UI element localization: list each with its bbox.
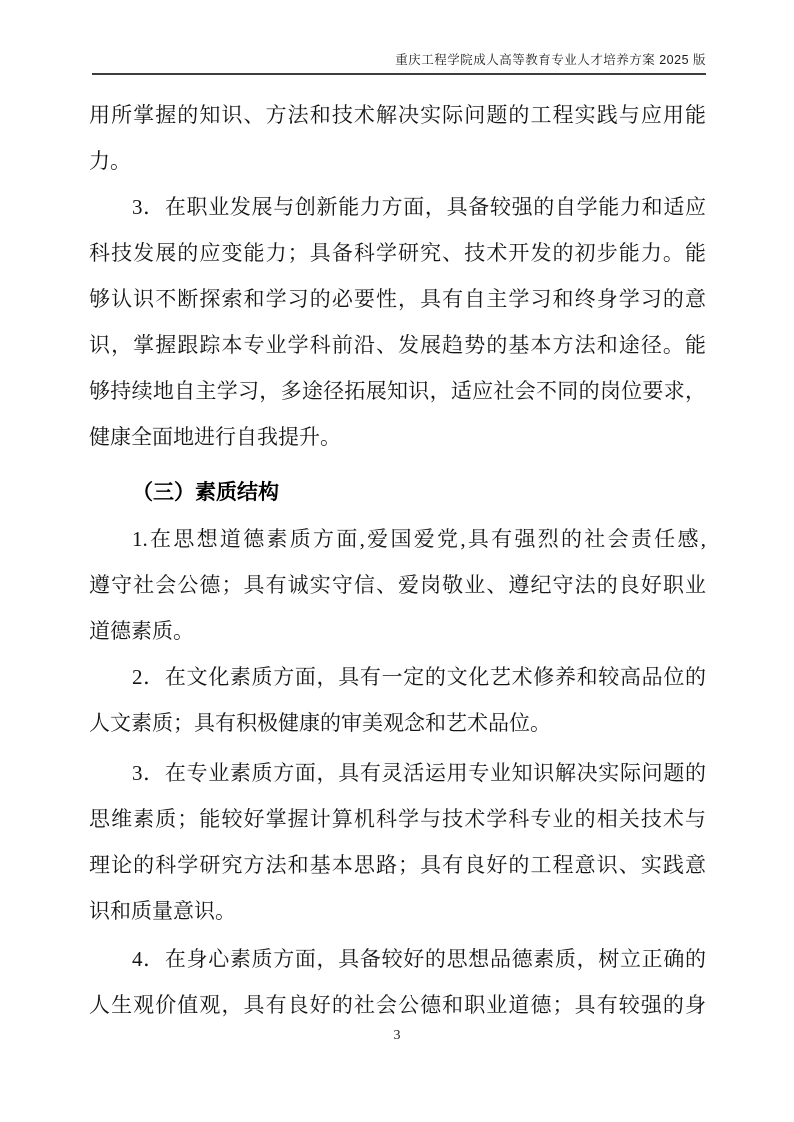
text-line: 科技发展的应变能力；具备科学研究、技术开发的初步能力。能 xyxy=(89,241,706,265)
page-number: 3 xyxy=(393,1028,401,1043)
para-continuation xyxy=(89,92,706,184)
text-line: 识，掌握跟踪本专业学科前沿、发展趋势的基本方法和途径。能 xyxy=(89,333,706,357)
text-line: 识和质量意识。 xyxy=(89,899,236,923)
para-ideological-moral xyxy=(89,516,706,654)
page-footer xyxy=(0,1028,794,1044)
text-line: 1.在思想道德素质方面,爱国爱党,具有强烈的社会责任感, xyxy=(132,527,706,551)
heading-quality-structure xyxy=(89,470,706,516)
text-line: 2．在文化素质方面，具有一定的文化艺术修养和较高品位的 xyxy=(132,665,706,689)
text-line: 够持续地自主学习，多途径拓展知识，适应社会不同的岗位要求， xyxy=(89,379,706,403)
text-line: 理论的科学研究方法和基本思路；具有良好的工程意识、实践意 xyxy=(89,853,706,877)
text-line: 3．在职业发展与创新能力方面，具备较强的自学能力和适应 xyxy=(132,195,706,219)
page-header xyxy=(92,50,706,75)
document-body xyxy=(89,92,706,1028)
header-title: 重庆工程学院成人高等教育专业人才培养方案 2025 版 xyxy=(395,53,706,67)
text-line: 道德素质。 xyxy=(89,619,194,643)
para-cultural-quality xyxy=(89,654,706,746)
text-line: 思维素质；能较好掌握计算机科学与技术学科专业的相关技术与 xyxy=(89,807,706,831)
text-line: 人文素质；具有积极健康的审美观念和艺术品位。 xyxy=(89,711,551,735)
text-line: 健康全面地进行自我提升。 xyxy=(89,425,341,449)
para-career-innovation xyxy=(89,184,706,460)
text-line: 人生观价值观，具有良好的社会公德和职业道德；具有较强的身 xyxy=(89,993,706,1017)
text-line: 用所掌握的知识、方法和技术解决实际问题的工程实践与应用能 xyxy=(89,103,706,127)
text-line: 力。 xyxy=(89,149,131,173)
text-line: （三）素质结构 xyxy=(132,481,279,504)
text-line: 3．在专业素质方面，具有灵活运用专业知识解决实际问题的 xyxy=(132,761,706,785)
para-professional-quality xyxy=(89,750,706,934)
para-physical-mental-quality xyxy=(89,936,706,1028)
text-line: 4．在身心素质方面，具备较好的思想品德素质，树立正确的 xyxy=(132,947,706,971)
text-line: 够认识不断探索和学习的必要性，具有自主学习和终身学习的意 xyxy=(89,287,706,311)
text-line: 遵守社会公德；具有诚实守信、爱岗敬业、遵纪守法的良好职业 xyxy=(89,573,706,597)
